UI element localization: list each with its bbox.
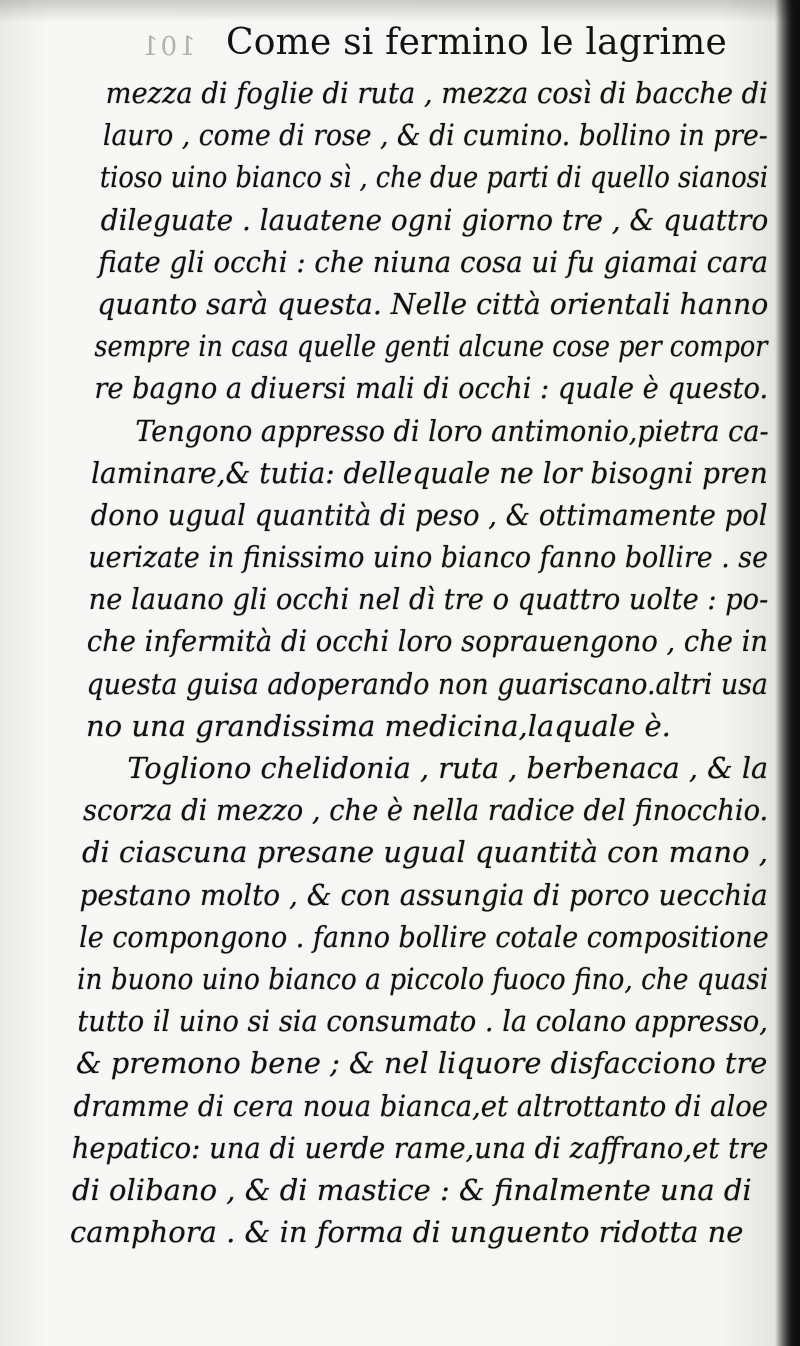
text-line-1: mezza di foglie di ruta , mezza così di bacche di <box>105 76 768 110</box>
text-line-5: fiate gli occhi : che niuna cosa ui fu giamai cara <box>98 244 769 279</box>
text-line-22: in buono uino bianco a piccolo fuoco fino, che quasi <box>77 961 769 996</box>
text-line-6: quanto sarà questa. Nelle città orientali hanno <box>97 286 769 321</box>
running-head: Come si fermino le lagrime <box>226 22 727 63</box>
text-line-15: questa guisa adoperando non guariscano.altri usa <box>86 666 768 701</box>
text-line-18: scorza di mezzo , che è nella radice del finocchio. <box>83 793 769 828</box>
text-line-27: di olibano , & di mastice : & finalmente una di <box>72 1172 752 1207</box>
text-line-17: Togliono chelidonia , ruta , berbenaca , & la <box>127 751 769 785</box>
body-text <box>68 72 768 1253</box>
text-line-19: di ciascuna presane ugual quantità con mano , <box>81 835 768 870</box>
top-edge-shadow <box>0 0 800 22</box>
text-line-21: le compongono . fanno bollire cotale compositione <box>79 919 769 954</box>
text-line-20: pestano molto , & con assungia di porco uecchia <box>79 877 768 912</box>
text-line-8: re bagno a diuersi mali di occhi : quale è questo. <box>94 371 769 406</box>
text-line-9: Tengono appresso di loro antimonio,pietra ca- <box>135 413 769 448</box>
text-line-10: laminare,& tutia: dellequale ne lor bisogni pren <box>91 455 768 490</box>
text-line-3: tioso uino bianco sì , che due parti di quello sianosi <box>99 160 769 195</box>
text-line-25: dramme di cera noua bianca,et altrottanto di aloe <box>73 1088 769 1123</box>
page-number-bleed: 101 <box>140 32 196 62</box>
text-line-28: camphora . & in forma di unguento ridotta ne <box>70 1215 744 1250</box>
text-line-4: dileguate . lauatene ogni giorno tre , & quattro <box>100 202 769 237</box>
text-line-13: ne lauano gli occhi nel dì tre o quattro uolte : po- <box>88 582 769 617</box>
text-line-16: no una grandissima medicina,laquale è. <box>86 708 671 743</box>
text-line-26: hepatico: una di uerde rame,una di zaffrano,et tre <box>71 1130 769 1165</box>
text-line-2: lauro , come di rose , & di cumino. bollino in pre- <box>102 118 768 153</box>
text-line-7: sempre in casa quelle genti alcune cose per compor <box>94 329 768 364</box>
text-line-23: tutto il uino si sia consumato . la colano appresso, <box>77 1004 768 1039</box>
text-line-14: che infermità di occhi loro soprauengono , che in <box>86 624 768 659</box>
text-line-24: & premono bene ; & nel liquore disfacciono tre <box>75 1046 768 1081</box>
text-line-12: uerizate in finissimo uino bianco fanno bollire . se <box>88 540 768 575</box>
text-line-11: dono ugual quantità di peso , & ottimamente pol <box>90 497 768 532</box>
right-edge-shadow <box>774 0 800 1346</box>
